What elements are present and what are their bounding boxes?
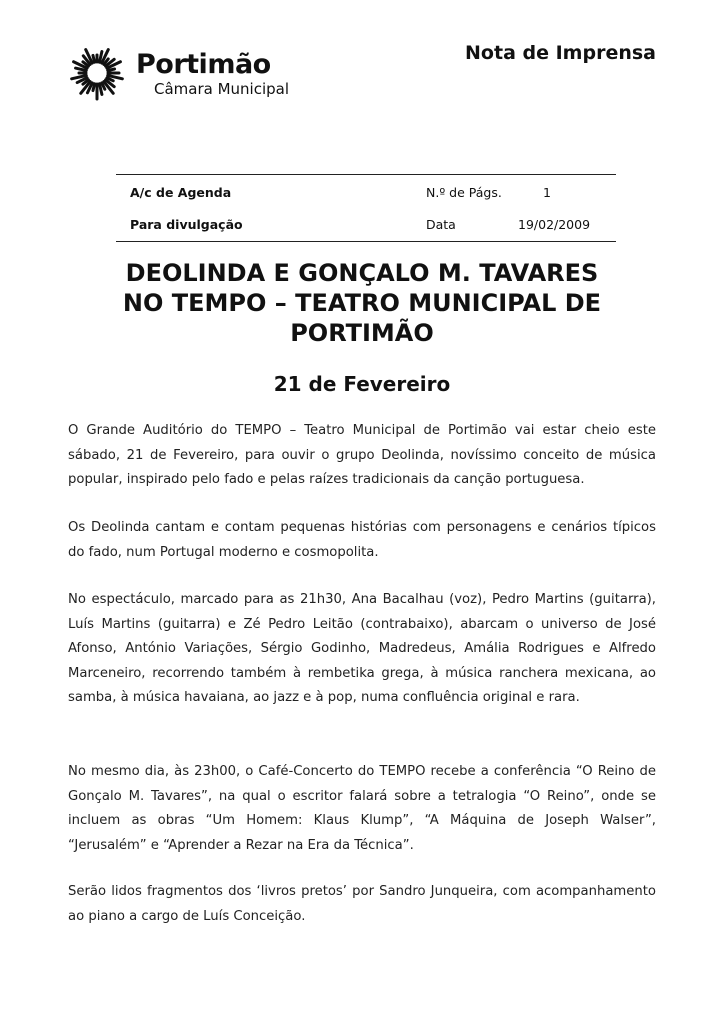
sunburst-logo-icon — [66, 42, 128, 104]
date-value: 19/02/2009 — [518, 217, 591, 232]
attention-label: A/c de Agenda — [130, 185, 232, 200]
portimao-logo — [66, 40, 296, 108]
pages-key: N.º de Págs. — [426, 185, 502, 200]
title-line: DEOLINDA E GONÇALO M. TAVARES — [125, 259, 599, 287]
paragraph: No espectáculo, marcado para as 21h30, Ana Bacalhau (voz), Pedro Martins (guitarra), Luís Martins (guitarra) e Zé Pedro Leitão (contrabaixo), abarcam o universo de José Afonso, António Variações, Sérgio Godinho, Madredeus, Amália Rodrigues e Alfredo Marceneiro, recorrendo também à rembetika grega, à música ranchera mexicana, ao samba, à música havaiana, ao jazz e à pop, numa confluência original e rara. — [68, 592, 656, 705]
meta-table — [116, 174, 616, 242]
paragraph: O Grande Auditório do TEMPO – Teatro Municipal de Portimão vai estar cheio este sábado, 21 de Fevereiro, para ouvir o grupo Deolinda, novíssimo conceito de música popular, inspirado pelo fado e pelas raízes tradicionais da canção portuguesa. — [68, 423, 656, 487]
title-line: NO TEMPO – TEATRO MUNICIPAL DE — [122, 289, 602, 317]
paragraph: No mesmo dia, às 23h00, o Café-Concerto do TEMPO recebe a conferência “O Reino de Gonçalo M. Tavares”, na qual o escritor falará sobre a tetralogia “O Reino”, onde se incluem as obras “Um Homem: Klaus Klump”, “A Máquina de Joseph Walser”, “Jerusalém” e “Aprender a Rezar na Era da Técnica”. — [68, 764, 656, 853]
title-line: PORTIMÃO — [290, 319, 434, 347]
paragraph: Os Deolinda cantam e contam pequenas histórias com personagens e cenários típicos do fado, num Portugal moderno e cosmopolita. — [68, 520, 656, 560]
logo-name: Portimão — [136, 49, 271, 80]
pages-value: 1 — [543, 185, 551, 200]
logo-subtitle: Câmara Municipal — [154, 80, 290, 98]
date-key: Data — [426, 217, 456, 232]
article-title — [62, 258, 662, 348]
event-date-heading: 21 de Fevereiro — [273, 372, 451, 396]
paragraph: Serão lidos fragmentos dos ‘livros pretos’ por Sandro Junqueira, com acompanhamento ao piano a cargo de Luís Conceição. — [68, 884, 656, 924]
distribution-label: Para divulgação — [130, 217, 243, 232]
document-type-heading: Nota de Imprensa — [465, 42, 656, 64]
